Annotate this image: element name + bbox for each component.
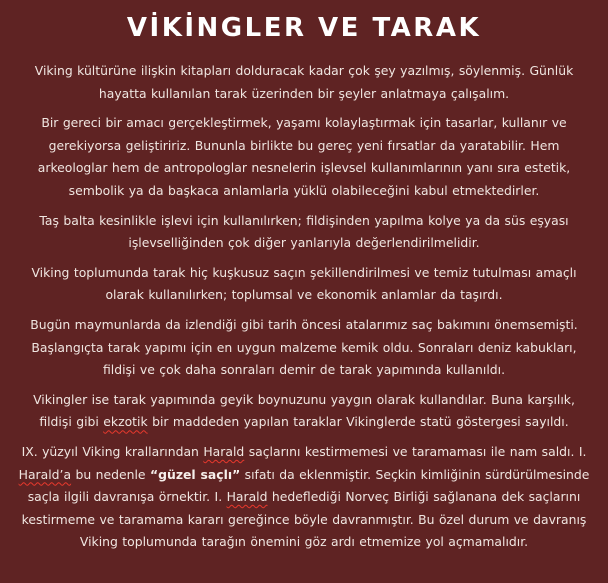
text-segment: bu nedenle [71, 466, 150, 482]
text-segment: Vikingler ise tarak yapımında geyik boynuzunu yaygın olarak kullandılar. Buna karşılık, fildişi gibi [33, 391, 575, 430]
text-segment: bir maddeden yapılan taraklar Vikinglerde statü göstergesi sayıldı. [147, 414, 569, 430]
text-segment: sıfatı da eklenmiştir. Seçkin kimliğinin sürdürülmesinde saçla ilgili davranışa örnektir. I. [27, 466, 590, 505]
paragraph [17, 112, 591, 202]
text-segment: saçlarını kestirmemesi ve taramaması ile nam saldı. I. [244, 443, 587, 459]
text-segment: hedeflediği Norveç Birliği sağlanana dek saçlarını kestirmeme ve taramama kararı gereğince böyle davranmıştır. Bu özel durum ve davranış Viking toplumunda tarağın önemini göz ardı etmemize yol açmamalıdır. [21, 489, 587, 550]
misspelled-word: Harald [203, 443, 245, 459]
bold-phrase: “güzel saçlı” [149, 466, 241, 482]
text-segment: Taş balta kesinlikle işlevi için kullanılırken; fildişinden yapılma kolye ya da süs eşyası işlevselliğinden çok diğer yanlarıyla değerlendirilmelidir. [39, 212, 569, 251]
document-body [17, 60, 591, 554]
text-segment: IX. yüzyıl Viking krallarından [21, 443, 204, 459]
paragraph [17, 389, 591, 434]
paragraph [17, 314, 591, 382]
paragraph [17, 210, 591, 255]
paragraph [17, 60, 591, 105]
text-segment: Viking kültürüne ilişkin kitapları dolduracak kadar çok şey yazılmış, söylenmiş. Günlük hayatta kullanılan tarak üzerinden bir şeyler anlatmaya çalışalım. [34, 63, 574, 101]
paragraph [17, 441, 591, 554]
misspelled-word: ekzotik [103, 414, 148, 430]
paragraph [17, 262, 591, 307]
misspelled-word: Harald [226, 489, 268, 505]
page-title: VİKİNGLER VE TARAK [126, 13, 482, 43]
misspelled-word: Harald’a [18, 466, 72, 482]
text-segment: Viking toplumunda tarak hiç kuşkusuz saçın şekillendirilmesi ve temiz tutulması amaçlı olarak kullanılırken; toplumsal ve ekonomik anlamlar da taşırdı. [31, 264, 577, 303]
text-segment: Bugün maymunlarda da izlendiği gibi tarih öncesi atalarımız saç bakımını önemsemişti. Başlangıçta tarak yapımı için en uygun malzeme kemik oldu. Sonraları deniz kabukları, fildişi ve çok daha sonraları demir de tarak yapımında kullanıldı. [30, 316, 578, 378]
text-segment: Bir gereci bir amacı gerçekleştirmek, yaşamı kolaylaştırmak için tasarlar, kullanır ve gerekiyorsa geliştiririz. Bununla birlikte bu gereç yeni fırsatlar da yaratabilir. Hem arkeologlar hem de antropologlar nesnelerin işlevsel kullanımlarının yanı sıra estetik, sembolik ya da başkaca anlamlarla yüklü olabileceğini kabul etmektedirler. [37, 115, 571, 198]
